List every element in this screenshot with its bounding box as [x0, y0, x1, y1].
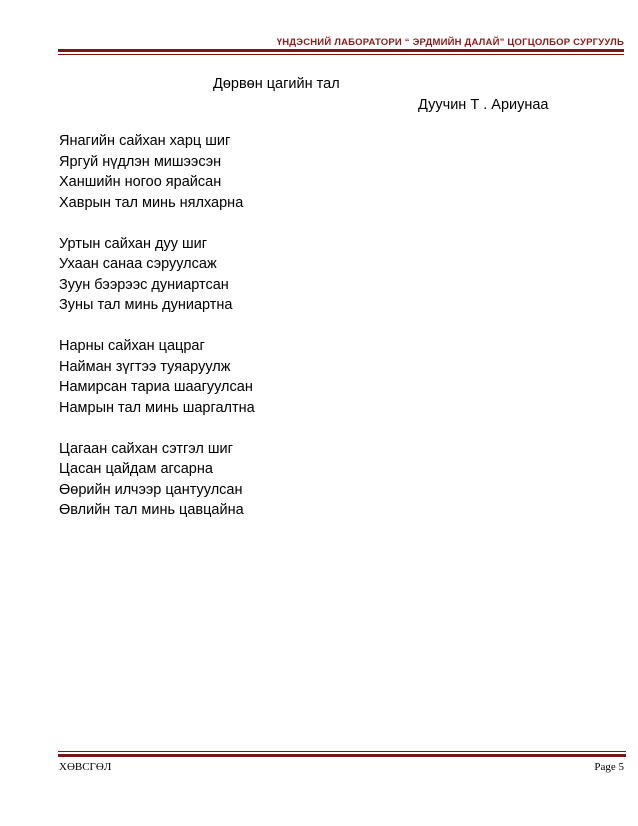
- poem-line: Янагийн сайхан харц шиг: [59, 133, 231, 149]
- footer-rule-thick: [58, 754, 626, 757]
- header-rule-thick: [58, 49, 624, 52]
- poem-line: Цагаан сайхан сэтгэл шиг: [59, 440, 233, 457]
- poem-line: Хаврын тал минь нялхарна: [59, 194, 244, 211]
- stanza-3: [59, 336, 255, 418]
- poem-line: Яргуй нүдлэн мишээсэн: [59, 153, 222, 170]
- header-school-name: ҮНДЭСНИЙ ЛАБОРАТОРИ “ ЭРДМИЙН ДАЛАЙ” ЦОГЦОЛБОР СУРГУУЛЬ: [276, 37, 624, 48]
- footer-location: ХӨВСГӨЛ: [59, 761, 112, 773]
- poem-line: Өвлийн тал минь цавцайна: [59, 502, 244, 518]
- poem-line: Нарны сайхан цацраг: [59, 338, 205, 354]
- stanza-4: [59, 439, 255, 521]
- page-number: Page 5: [594, 761, 624, 773]
- poem-line: Ухаан санаа сэруулсаж: [59, 256, 217, 272]
- poem-line: Найман зүгтээ туяаруулж: [59, 358, 231, 375]
- poem-line: Өөрийн илчээр цантуулсан: [59, 481, 243, 498]
- stanza-1: [59, 131, 255, 213]
- poem-line: Уртын сайхан дуу шиг: [59, 235, 208, 252]
- header-rule-thin: [58, 54, 624, 55]
- poem-author: Дуучин Т . Ариунаа: [418, 97, 549, 113]
- poem-body: [59, 131, 255, 521]
- poem-line: Намирсан тариа шаагуулсан: [59, 379, 253, 395]
- poem-line: Зуун бээрээс дуниартсан: [59, 276, 229, 293]
- poem-line: Зуны тал минь дуниартна: [59, 297, 233, 313]
- poem-line: Намрын тал минь шаргалтна: [59, 399, 255, 416]
- footer-rule-thin: [58, 751, 626, 752]
- poem-line: Ханшийн ногоо ярайсан: [59, 174, 222, 190]
- poem-title: Дөрвөн цагийн тал: [213, 76, 340, 92]
- stanza-2: [59, 234, 255, 316]
- poem-line: Цасан цайдам агсарна: [59, 461, 213, 477]
